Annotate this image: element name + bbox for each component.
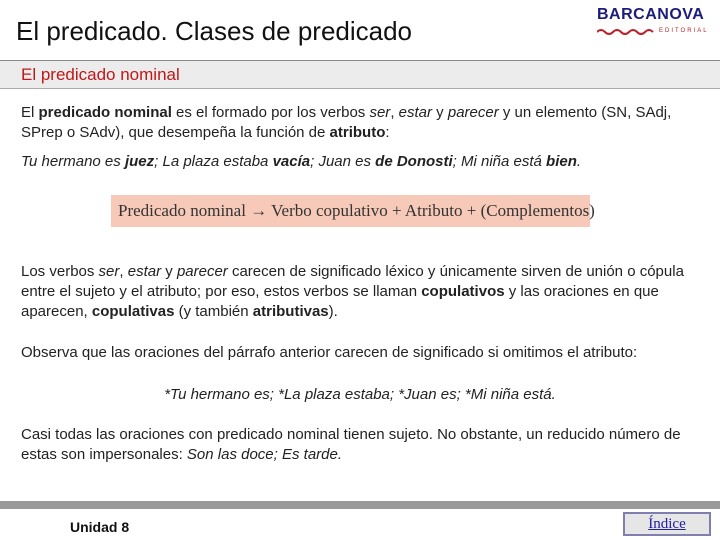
text-run: parecer xyxy=(447,104,499,121)
footer-bar xyxy=(0,501,720,509)
text-run: estar xyxy=(398,104,433,121)
text-run: ; Mi niña está xyxy=(452,153,547,170)
paragraph-definition xyxy=(21,103,701,143)
paragraph-copulative-verbs xyxy=(21,262,711,322)
text-run: (y también xyxy=(174,303,253,320)
text-run: ; Juan es xyxy=(310,153,376,170)
text-run: y un elemento (SN, SAdj, SPrep o SAdv), que desempeña la función de xyxy=(21,104,672,141)
text-run: ). xyxy=(328,303,338,320)
text-run: *Tu hermano es; *La plaza estaba; *Juan es; *Mi niña está. xyxy=(164,386,556,403)
section-header xyxy=(0,61,720,88)
text-run: Son las doce; Es tarde. xyxy=(186,446,343,463)
text-run: Los verbos xyxy=(21,263,99,280)
text-run: Tu hermano es xyxy=(21,153,125,170)
text-run: ser xyxy=(369,104,391,121)
text-run: Observa que las oraciones del párrafo anterior carecen de significado si omitimos el atributo: xyxy=(21,344,638,361)
logo-text: BARCANOVA xyxy=(597,6,705,23)
text-run: , xyxy=(390,104,399,121)
paragraph-observation xyxy=(21,343,701,363)
section-divider xyxy=(0,88,720,89)
text-run: carecen de significado léxico y únicamente sirven de unión o cópula entre el sujeto y el atributo; por eso, estos verbos se llaman xyxy=(21,263,684,300)
text-run: ser xyxy=(98,263,120,280)
unit-label: Unidad 8 xyxy=(70,519,130,535)
text-run: predicado nominal xyxy=(38,104,172,121)
paragraph-ungrammatical-examples xyxy=(0,385,720,405)
text-run: y xyxy=(161,263,177,280)
text-run: . xyxy=(576,153,582,170)
text-run: es el formado por los verbos xyxy=(171,104,370,121)
text-run: ; La plaza estaba xyxy=(154,153,273,170)
text-run: : xyxy=(385,124,390,141)
text-run: estar xyxy=(127,263,162,280)
logo-wave-icon xyxy=(597,28,655,36)
text-run: atributo xyxy=(329,124,386,141)
text-run: bien xyxy=(546,153,577,170)
index-button[interactable]: Índice xyxy=(623,512,711,536)
text-run: Casi todas las oraciones con predicado nominal tienen sujeto. No obstante, un reducido número de estas son impersonales: xyxy=(21,426,681,463)
text-run: , xyxy=(119,263,128,280)
section-title: El predicado nominal xyxy=(21,65,180,84)
formula-text: Predicado nominal → Verbo copulativo + Atributo + (Complementos) xyxy=(118,201,595,220)
paragraph-examples xyxy=(21,152,701,172)
text-run: y xyxy=(432,104,448,121)
text-run: y las oraciones en que aparecen, xyxy=(21,283,659,320)
text-run: de Donosti xyxy=(375,153,453,170)
page-title: El predicado. Clases de predicado xyxy=(16,16,413,46)
text-run: vacía xyxy=(272,153,311,170)
text-run: copulativas xyxy=(91,303,175,320)
formula-box xyxy=(111,195,595,227)
text-run: copulativos xyxy=(421,283,505,300)
text-run: juez xyxy=(124,153,155,170)
paragraph-impersonal xyxy=(21,425,701,465)
text-run: El xyxy=(21,104,39,121)
logo-subtext: EDITORIAL xyxy=(659,28,709,34)
text-run: parecer xyxy=(176,263,228,280)
text-run: atributivas xyxy=(252,303,329,320)
barcanova-logo xyxy=(597,6,715,40)
